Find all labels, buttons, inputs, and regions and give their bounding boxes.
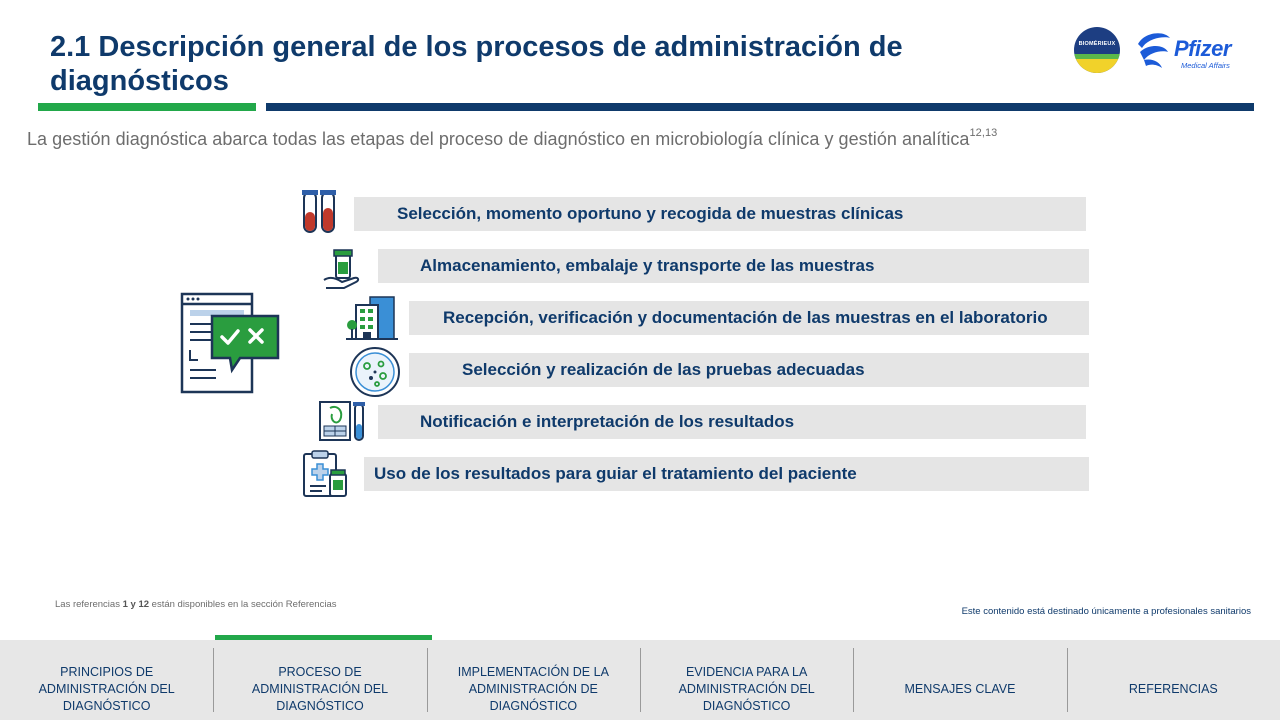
nav-referencias[interactable]: REFERENCIAS bbox=[1067, 640, 1280, 720]
pfizer-logo: Pfizer Medical Affairs bbox=[1134, 28, 1254, 74]
intro-text: La gestión diagnóstica abarca todas las etapas del proceso de diagnóstico en microbiología clínica y gestión analítica$^{12,13}$ bbox=[27, 127, 998, 149]
step-guide-treatment bbox=[364, 457, 1089, 491]
nav-proceso[interactable]: PROCESO DE ADMINISTRACIÓN DEL DIAGNÓSTICO bbox=[213, 640, 426, 720]
step-sample-reception bbox=[409, 301, 1089, 335]
reference-superscript: 12,13 bbox=[969, 127, 998, 139]
step-result-interpretation bbox=[378, 405, 1086, 439]
pfizer-helix-icon bbox=[1134, 28, 1174, 70]
biomerieux-logo: BIOMÉRIEUX bbox=[1074, 27, 1120, 73]
nav-mensajes-clave[interactable]: MENSAJES CLAVE bbox=[853, 640, 1066, 720]
step-label: Selección, momento oportuno y recogida de muestras clínicas bbox=[397, 204, 904, 223]
professional-disclaimer: Este contenido está destinado únicamente a profesionales sanitarios bbox=[961, 606, 1251, 617]
title-underline-navy bbox=[266, 103, 1254, 111]
diagnostic-document-check-icon bbox=[176, 290, 286, 398]
step-label: Recepción, verificación y documentación de las muestras en el laboratorio bbox=[443, 308, 1048, 327]
lab-report-icon bbox=[318, 398, 368, 444]
step-label: Uso de los resultados para guiar el tratamiento del paciente bbox=[374, 464, 857, 483]
step-sample-transport bbox=[378, 249, 1089, 283]
page-title: 2.1 Descripción general de los procesos de administración de diagnósticos bbox=[50, 31, 903, 97]
references-note: Las referencias 1 y 12 están disponibles en la sección Referencias bbox=[55, 599, 337, 610]
step-sample-collection bbox=[354, 197, 1086, 231]
laboratory-building-icon bbox=[346, 295, 398, 341]
step-label: Selección y realización de las pruebas adecuadas bbox=[462, 360, 865, 379]
step-test-selection bbox=[409, 353, 1089, 387]
nav-implementacion[interactable]: IMPLEMENTACIÓN DE LA ADMINISTRACIÓN DE DIAGNÓSTICO bbox=[427, 640, 640, 720]
nav-evidencia[interactable]: EVIDENCIA PARA LA ADMINISTRACIÓN DEL DIAGNÓSTICO bbox=[640, 640, 853, 720]
clipboard-medicine-icon bbox=[300, 450, 350, 498]
title-underline-green bbox=[38, 103, 256, 111]
step-label: Almacenamiento, embalaje y transporte de las muestras bbox=[420, 256, 875, 275]
test-tubes-icon bbox=[300, 188, 340, 238]
nav-principios[interactable]: PRINCIPIOS DE ADMINISTRACIÓN DEL DIAGNÓSTICO bbox=[38, 664, 175, 713]
petri-dish-icon bbox=[349, 346, 401, 398]
step-label: Notificación e interpretación de los resultados bbox=[420, 412, 795, 431]
hand-vial-icon bbox=[322, 248, 364, 292]
section-navigation bbox=[0, 640, 1280, 720]
